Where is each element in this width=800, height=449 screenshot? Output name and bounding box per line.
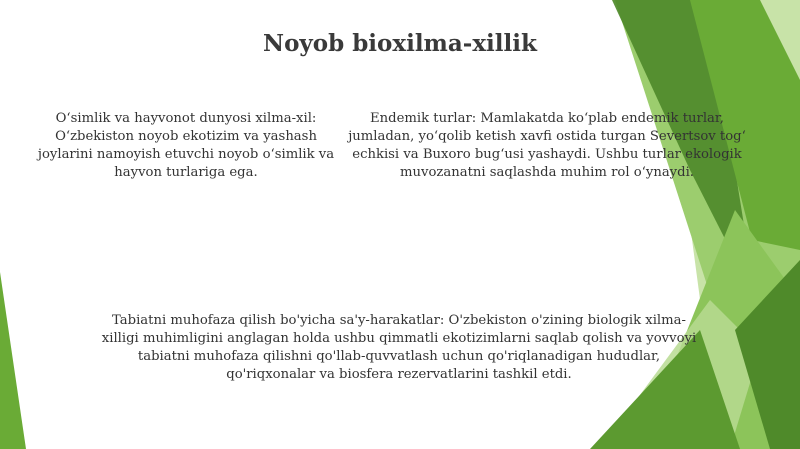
text-block-conservation: Tabiatni muhofaza qilish bo'yicha sa'y-harakatlar: O'zbekiston o'zining biologik xilma-xilligi muhimligini anglagan holda ushbu qimmatli ekotizimlarni saqlab qolish va yovvoyi tabiatni muhofaza qilishni qo'llab-quvvatlash uchun qo'riqlanadigan hududlar, qo'riqxonalar va biosfera rezervatlarini tashkil etdi.: [101, 313, 697, 382]
text-block-endemic-species: Endemik turlar: Mamlakatda ko‘plab endemik turlar, jumladan, yo‘qolib ketish xavfi ostida turgan Severtsov tog‘ echkisi va Buxoro bug‘usi yashaydi. Ushbu turlar ekologik muvozanatni saqlashda muhim rol o‘ynaydi.: [348, 111, 746, 180]
slide-title: Noyob bioxilma-xillik: [263, 30, 537, 57]
text-block-plants-animals: O‘simlik va hayvonot dunyosi xilma-xil: O‘zbekiston noyob ekotizim va yashash joylarini namoyish etuvchi noyob o‘simlik va hayvon turlariga ega.: [37, 111, 335, 180]
facet-left-sliver: [0, 272, 26, 449]
